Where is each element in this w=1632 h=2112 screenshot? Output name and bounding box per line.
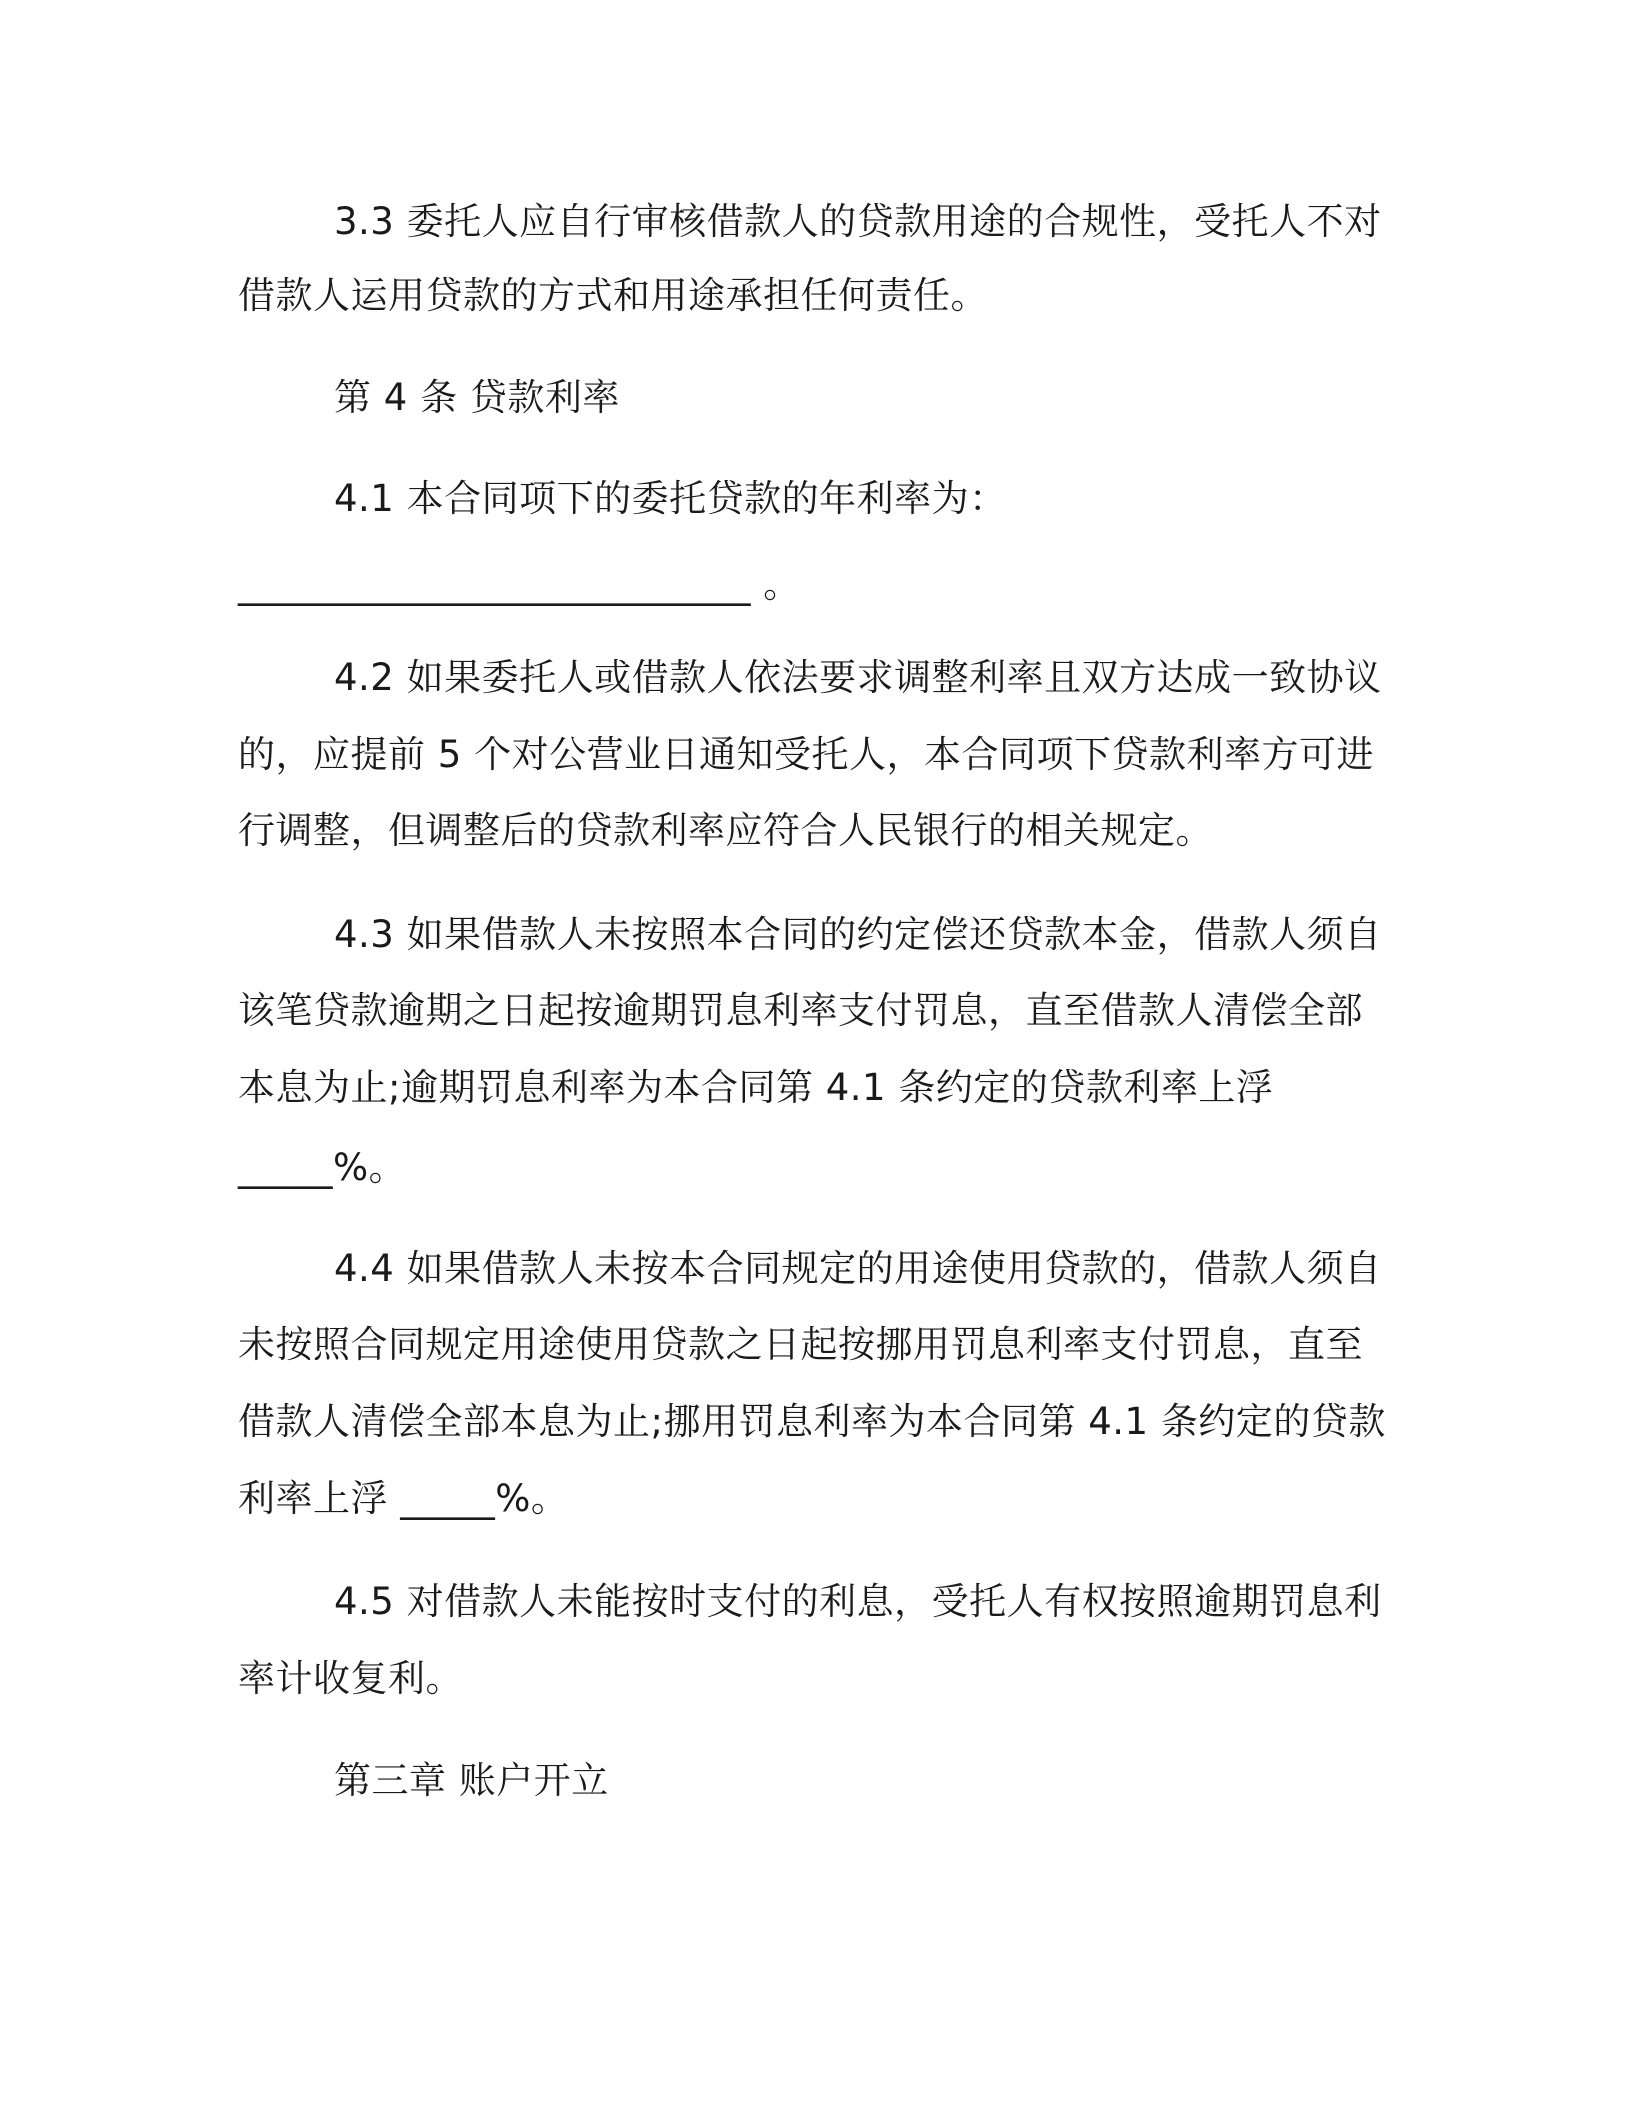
- article-4-heading: 第 4 条 贷款利率: [334, 376, 620, 419]
- clause-4-4-line-1: 4.4 如果借款人未按本合同规定的用途使用贷款的，借款人须自: [334, 1247, 1382, 1290]
- clause-4-2-line-2: 的，应提前 5 个对公营业日通知受托人，本合同项下贷款利率方可进: [238, 733, 1375, 776]
- clause-3-3-line-1: 3.3 委托人应自行审核借款人的贷款用途的合规性，受托人不对: [334, 200, 1382, 243]
- clause-4-4-line-3: 借款人清偿全部本息为止;挪用罚息利率为本合同第 4.1 条约定的贷款: [238, 1400, 1386, 1443]
- clause-4-1-blank-line: ___________________________ 。: [238, 563, 801, 606]
- clause-4-3-line-2: 该笔贷款逾期之日起按逾期罚息利率支付罚息，直至借款人清偿全部: [238, 989, 1363, 1032]
- clause-4-2-line-3: 行调整，但调整后的贷款利率应符合人民银行的相关规定。: [238, 809, 1213, 852]
- clause-4-5-line-2: 率计收复利。: [238, 1657, 463, 1700]
- clause-3-3-line-2: 借款人运用贷款的方式和用途承担任何责任。: [238, 274, 988, 317]
- clause-4-3-line-3: 本息为止;逾期罚息利率为本合同第 4.1 条约定的贷款利率上浮: [238, 1066, 1274, 1109]
- clause-4-3-line-4: _____%。: [238, 1146, 407, 1189]
- clause-4-5-line-1: 4.5 对借款人未能按时支付的利息，受托人有权按照逾期罚息利: [334, 1580, 1382, 1623]
- clause-4-4-line-4: 利率上浮 _____%。: [238, 1477, 569, 1520]
- chapter-3-heading: 第三章 账户开立: [334, 1759, 609, 1802]
- clause-4-3-line-1: 4.3 如果借款人未按照本合同的约定偿还贷款本金，借款人须自: [334, 913, 1382, 956]
- clause-4-1-line-1: 4.1 本合同项下的委托贷款的年利率为：: [334, 477, 1007, 520]
- clause-4-2-line-1: 4.2 如果委托人或借款人依法要求调整利率且双方达成一致协议: [334, 656, 1382, 699]
- clause-4-4-line-2: 未按照合同规定用途使用贷款之日起按挪用罚息利率支付罚息，直至: [238, 1323, 1363, 1366]
